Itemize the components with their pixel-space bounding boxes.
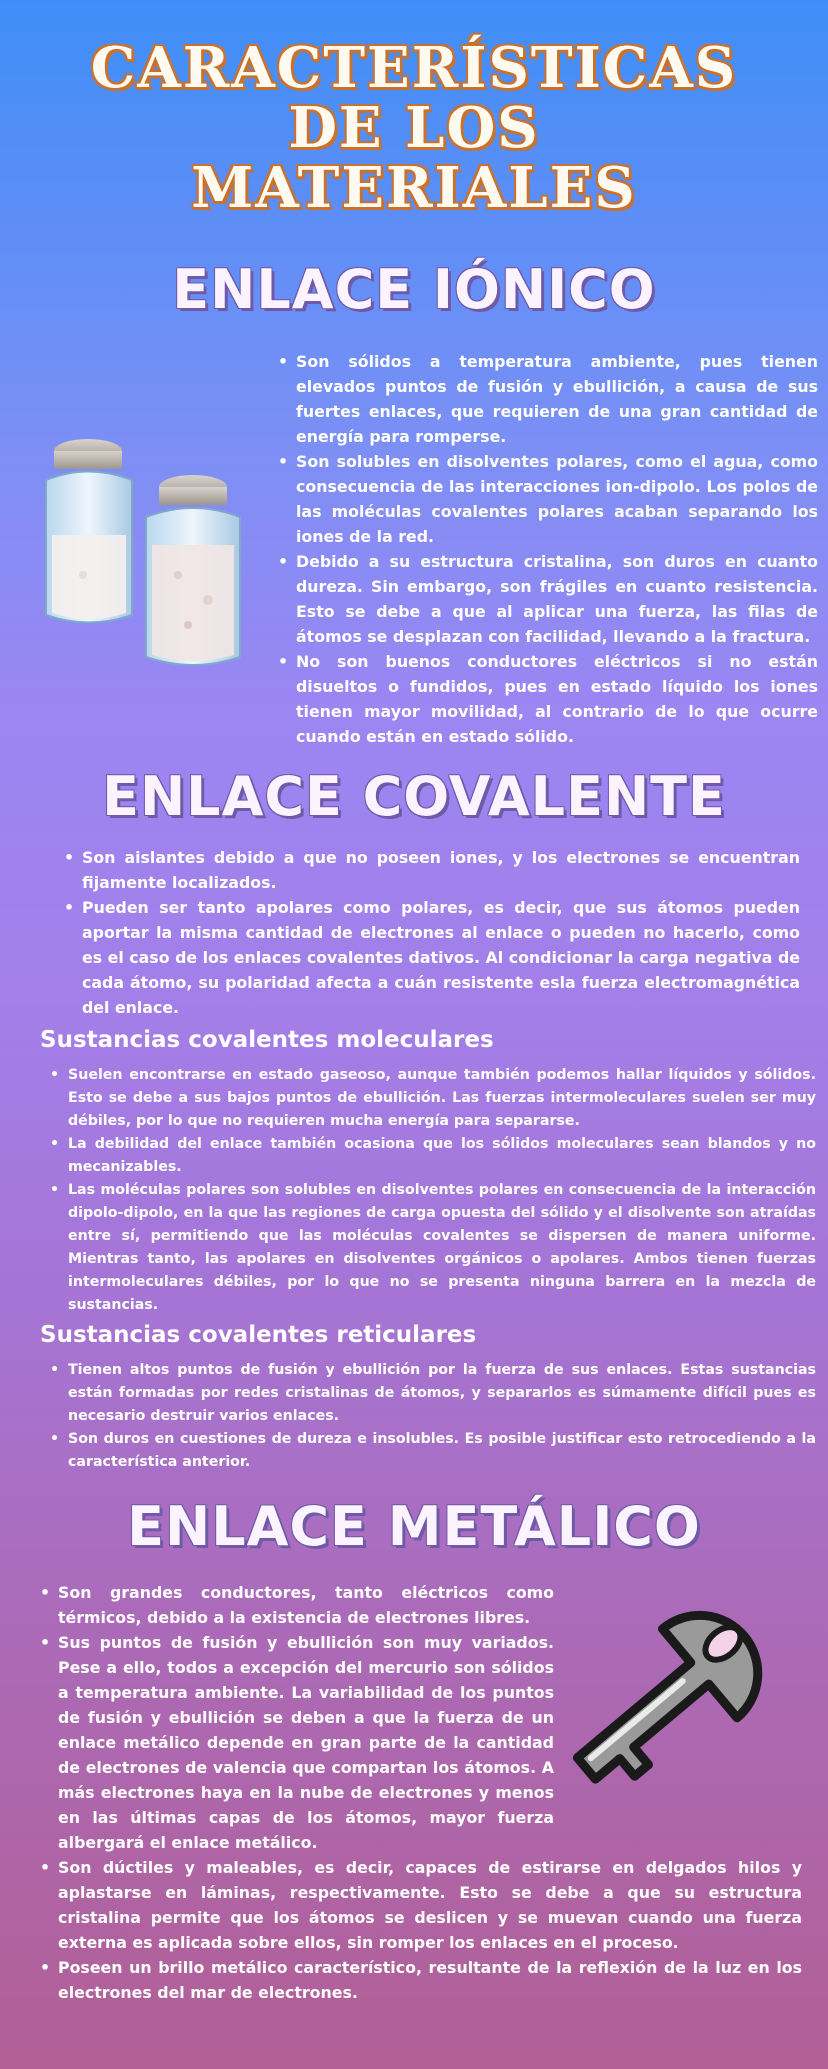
list-item: • Son grandes conductores, tanto eléctricos como térmicos, debido a la existencia de electrones libres. bbox=[58, 1580, 554, 1630]
list-item: • Son solubles en disolventes polares, como el agua, como consecuencia de las interacciones ion-dipolo. Los polos de las moléculas covalentes polares acaban separando los iones de la red. bbox=[296, 449, 818, 549]
key-icon bbox=[550, 1585, 790, 1810]
list-item: • Son dúctiles y maleables, es decir, capaces de estirarse en delgados hilos y aplastarse en láminas, respectivamente. Esto se debe a que su estructura cristalina permite que los átomos se deslicen y se muevan cuando una fuerza externa es aplicada sobre ellos, sin romper los enlaces en el proceso. bbox=[58, 1855, 802, 1955]
reticulares-heading: Sustancias covalentes reticulares bbox=[40, 1322, 477, 1348]
list-item: • Sus puntos de fusión y ebullición son muy variados. Pese a ello, todos a excepción del mercurio son sólidos a temperatura ambiente. La variabilidad de los puntos de fusión y ebullición se deben a que la fuerza de un enlace metálico depende en gran parte de la cantidad de electrones de valencia que compartan los átomos. A más electrones haya en la nube de electrones y menos en las últimas capas de los átomos, mayor fuerza albergará el enlace metálico. bbox=[58, 1630, 554, 1855]
ionico-heading: ENLACE IÓNICO bbox=[172, 258, 656, 321]
title-line-3: MATERIALES bbox=[191, 155, 637, 221]
list-item: • Son sólidos a temperatura ambiente, pues tienen elevados puntos de fusión y ebullición, a causa de sus fuertes enlaces, que requieren de una gran cantidad de energía para romperse. bbox=[296, 349, 818, 449]
metalico-list-wide bbox=[36, 1855, 802, 2005]
list-item: • Debido a su estructura cristalina, son duros en cuanto dureza. Sin embargo, son frágiles en cuanto resistencia. Esto se debe a que al aplicar una fuerza, las filas de átomos se desplazan con facilidad, llevando a la fractura. bbox=[296, 549, 818, 649]
title-line-1: CARACTERÍSTICAS bbox=[90, 35, 738, 101]
list-item: • Poseen un brillo metálico característico, resultante de la reflexión de la luz en los electrones del mar de electrones. bbox=[58, 1955, 802, 2005]
ionico-list bbox=[274, 349, 818, 749]
list-item: • Las moléculas polares son solubles en disolventes polares en consecuencia de la interacción dipolo-dipolo, en la que las regiones de carga opuesta del sólido y el disolvente son atraídas entre sí, permitiendo que las moléculas covalentes se dispersen de manera uniforme. Mientras tanto, las apolares en disolventes orgánicos o apolares. Ambos tienen fuerzas intermoleculares débiles, por lo que no se presenta ninguna barrera en la mezcla de sustancias. bbox=[68, 1179, 816, 1317]
list-item: • Tienen altos puntos de fusión y ebullición por la fuerza de sus enlaces. Estas sustancias están formadas por redes cristalinas de átomos, y separarlos es súmamente difícil pues es necesario destruir varios enlaces. bbox=[68, 1359, 816, 1428]
covalente-list bbox=[60, 845, 800, 1020]
list-item: • Suelen encontrarse en estado gaseoso, aunque también podemos hallar líquidos y sólidos. Esto se debe a sus bajos puntos de ebullición. Las fuerzas intermoleculares suelen ser muy débiles, por lo que no requieren mucha energía para separarse. bbox=[68, 1064, 816, 1133]
list-item: • Son aislantes debido a que no poseen iones, y los electrones se encuentran fijamente localizados. bbox=[82, 845, 800, 895]
list-item: • Pueden ser tanto apolares como polares, es decir, que sus átomos pueden aportar la misma cantidad de electrones al enlace o pueden no hacerlo, como es el caso de los enlaces covalentes dativos. Al condicionar la carga negativa de cada átomo, su polaridad afecta a cuán resistente esla fuerza electromagnética del enlace. bbox=[82, 895, 800, 1020]
metalico-heading: ENLACE METÁLICO bbox=[127, 1495, 701, 1558]
salt-shakers-icon bbox=[28, 425, 258, 675]
reticulares-list bbox=[46, 1359, 816, 1474]
covalente-heading: ENLACE COVALENTE bbox=[102, 765, 726, 828]
metalico-list-narrow bbox=[36, 1580, 554, 1855]
moleculares-heading: Sustancias covalentes moleculares bbox=[40, 1027, 494, 1053]
moleculares-list bbox=[46, 1064, 816, 1317]
list-item: • La debilidad del enlace también ocasiona que los sólidos moleculares sean blandos y no mecanizables. bbox=[68, 1133, 816, 1179]
title-line-2: DE LOS bbox=[288, 95, 540, 161]
page-title bbox=[0, 35, 828, 221]
list-item: • Son duros en cuestiones de dureza e insolubles. Es posible justificar esto retrocediendo a la característica anterior. bbox=[68, 1428, 816, 1474]
list-item: • No son buenos conductores eléctricos si no están disueltos o fundidos, pues en estado líquido los iones tienen mayor movilidad, al contrario de lo que ocurre cuando están en estado sólido. bbox=[296, 649, 818, 749]
